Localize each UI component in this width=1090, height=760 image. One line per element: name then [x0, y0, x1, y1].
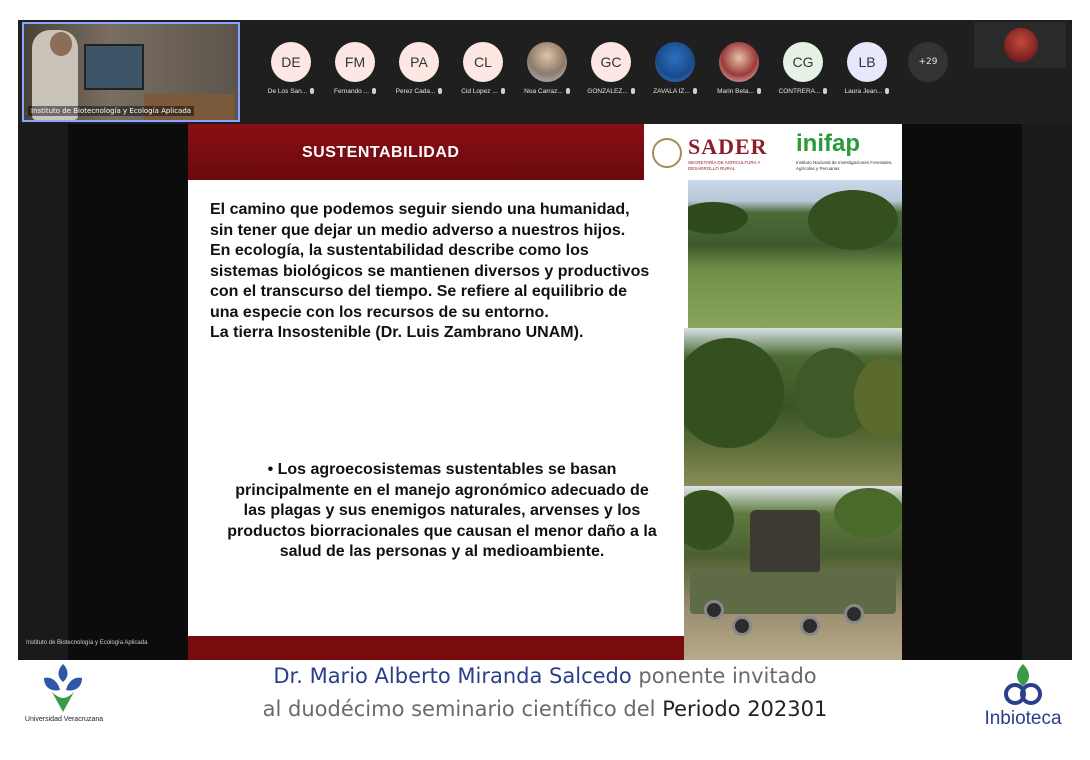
participant-tile[interactable] [514, 42, 580, 122]
mic-muted-icon [757, 88, 761, 94]
speaker-full-name: Dr. Mario Alberto Miranda Salcedo [273, 664, 632, 688]
participant-avatar: LB [847, 42, 887, 82]
mic-muted-icon [438, 88, 442, 94]
mango-trees-photo [684, 328, 902, 486]
participant-avatar: GC [591, 42, 631, 82]
mic-muted-icon [501, 88, 505, 94]
participant-avatar: DE [271, 42, 311, 82]
participant-avatar: CL [463, 42, 503, 82]
slide-logos [644, 124, 902, 180]
participant-photo [527, 42, 567, 82]
mexico-seal-icon [652, 138, 682, 168]
participant-tile[interactable] [386, 42, 452, 122]
orchard-photo [688, 180, 902, 328]
zoom-meeting-window [18, 20, 1072, 660]
mic-muted-icon [885, 88, 889, 94]
more-participants-button[interactable]: +29 [908, 42, 948, 82]
inbioteca-logo [968, 660, 1078, 734]
mic-muted-icon [372, 88, 376, 94]
participant-tile[interactable] [834, 42, 900, 122]
slide-paragraph: En ecología, la sustentabilidad describe como los sistemas biológicos se mantienen diversos y productivos con el transcurso del tiempo. Se refiere al equilibrio de una especie con los recursos de su entorno. [210, 242, 650, 321]
slide-body-text [210, 200, 650, 344]
slide-paragraph: La tierra Insostenible (Dr. Luis Zambrano UNAM). [210, 324, 584, 341]
caption-text [180, 660, 910, 726]
sader-subtitle: SECRETARÍA DE AGRICULTURA Y DESARROLLO RURAL [688, 160, 761, 171]
participant-tile[interactable] [258, 42, 324, 122]
participant-name: Cid Lopez ... [461, 88, 498, 95]
participant-photo [719, 42, 759, 82]
participant-name: Laura Jean... [844, 88, 883, 95]
active-speaker-tile[interactable] [22, 22, 240, 122]
participant-name: GONZALEZ... [587, 88, 628, 95]
caption-period: Periodo 202301 [662, 697, 828, 721]
participant-avatar: PA [399, 42, 439, 82]
self-view-tile[interactable] [974, 22, 1066, 68]
inifap-logo: inifap [796, 130, 860, 157]
universidad-veracruzana-logo [22, 660, 106, 730]
mic-muted-icon [566, 88, 570, 94]
caption-event: al duodécimo seminario científico del [262, 697, 663, 721]
mic-muted-icon [631, 88, 635, 94]
slide-title: SUSTENTABILIDAD [302, 144, 460, 161]
inifap-subtitle: Instituto Nacional de Investigaciones Forestales, Agrícolas y Pecuarias [796, 160, 893, 171]
uv-flower-icon [40, 662, 86, 714]
slide-bullet: • Los agroecosistemas sustentables se basan principalmente en el manejo agronómico adecuado de las plagas y sus enemigos naturales, arvenses y los productos biorracionales que causan el menor daño a la salud de las personas y al medioambiente. [227, 461, 657, 560]
slide-footer-bar [188, 636, 684, 660]
participant-strip [18, 20, 1072, 124]
slide-paragraph: El camino que podemos seguir siendo una humanidad, sin tener que dejar un medio adverso a nuestros hijos. [210, 201, 630, 239]
participant-tile[interactable] [322, 42, 388, 122]
speaker-background-screen [84, 44, 144, 90]
participant-list [258, 42, 938, 122]
mic-muted-icon [310, 88, 314, 94]
presentation-slide [188, 124, 902, 660]
participant-tile[interactable] [578, 42, 644, 122]
participant-avatar: CG [783, 42, 823, 82]
participant-name: Marin Beta... [717, 88, 754, 95]
mic-muted-icon [823, 88, 827, 94]
sader-logo: SADER [688, 134, 768, 159]
screen-share-area [68, 124, 1022, 660]
self-avatar [1004, 28, 1038, 62]
participant-avatar: FM [335, 42, 375, 82]
slide-header-bar [188, 124, 644, 180]
participant-photo [655, 42, 695, 82]
participant-name: Fernando ... [333, 88, 370, 95]
participant-name: ZAVALA IZ... [653, 88, 690, 95]
inbioteca-label: Inbioteca [984, 708, 1062, 729]
uv-label: Universidad Veracruzana [24, 716, 104, 723]
participant-name: CONTRERA... [778, 88, 821, 95]
caption-role: ponente invitado [631, 664, 817, 688]
tractor-mower-photo [684, 486, 902, 660]
participant-name: De Los San... [267, 88, 308, 95]
participant-tile[interactable] [706, 42, 772, 122]
speaker-name-label: Instituto de Biotecnología y Ecología Aplicada [28, 106, 194, 116]
caption-bar [0, 660, 1090, 760]
inbioteca-plant-icon [1000, 660, 1046, 708]
mic-muted-icon [693, 88, 697, 94]
participant-tile[interactable] [770, 42, 836, 122]
participant-tile[interactable] [450, 42, 516, 122]
share-footer-label: Instituto de Biotecnología y Ecología Aplicada [26, 640, 148, 646]
tractor [750, 510, 820, 574]
participant-name: Perez Cada... [395, 88, 436, 95]
participant-name: Noa Carraz... [524, 88, 563, 95]
participant-tile[interactable] [642, 42, 708, 122]
